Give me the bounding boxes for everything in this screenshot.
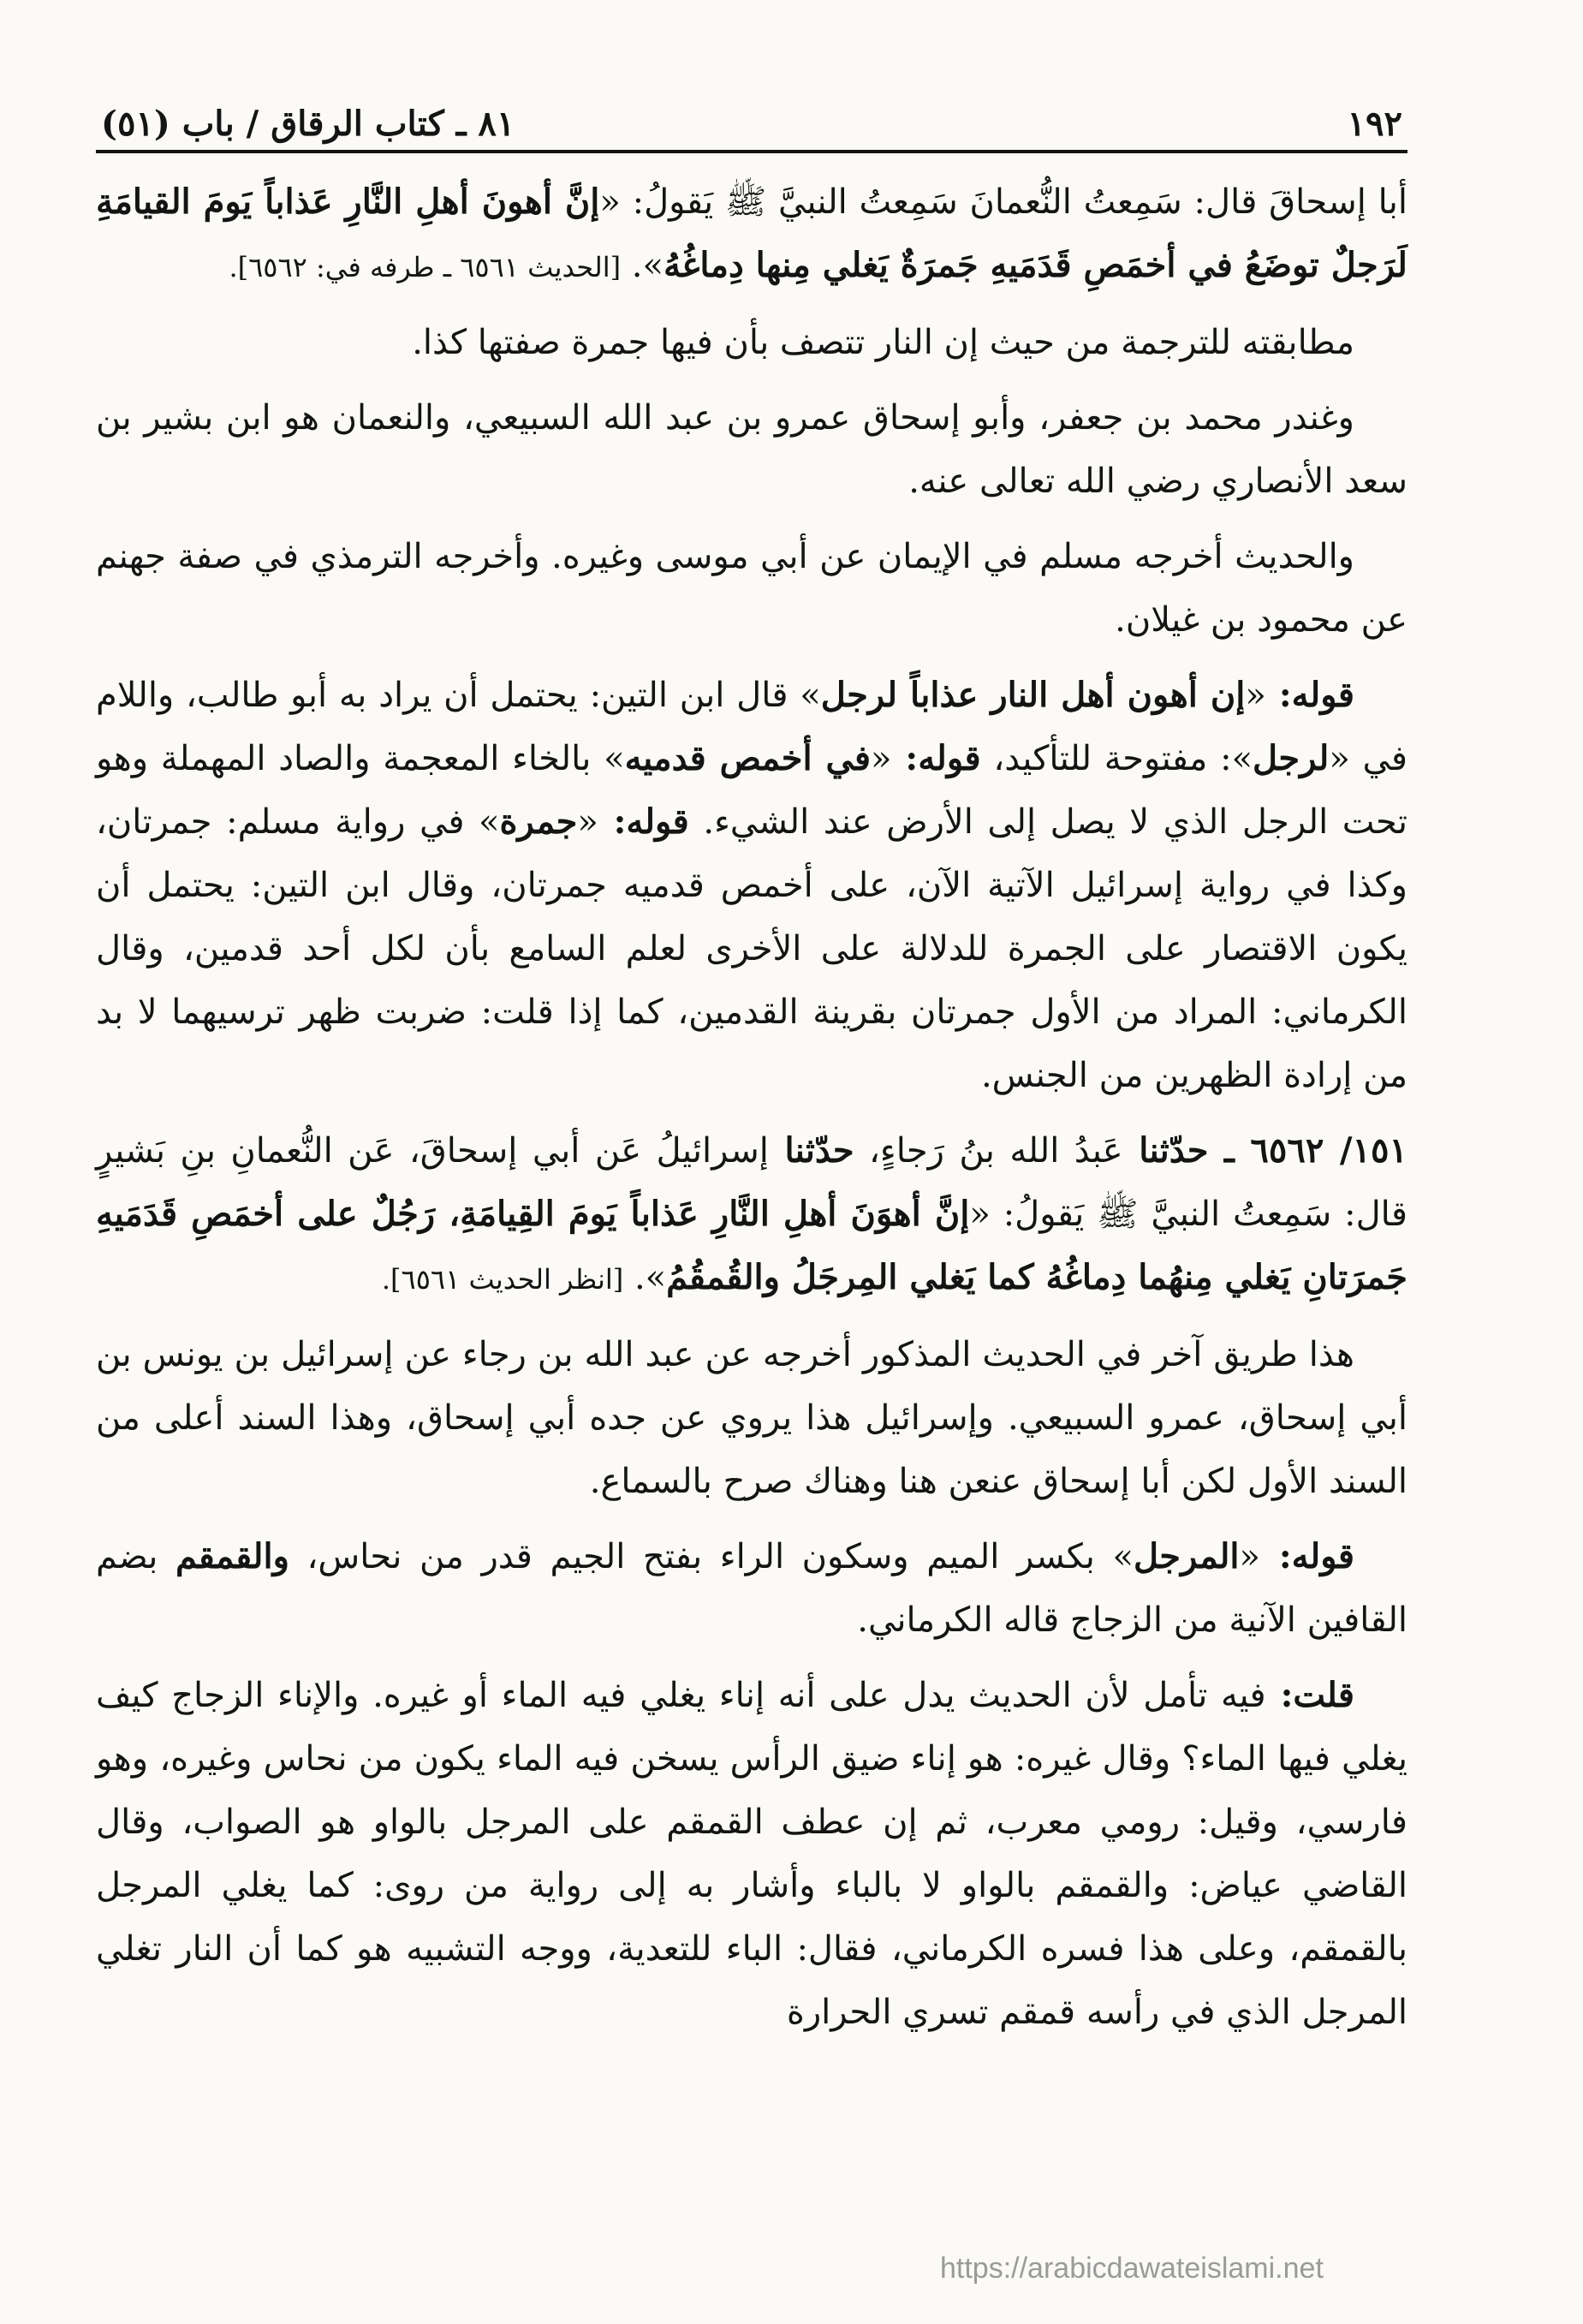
text-segment: « [577, 802, 598, 842]
text-segment: » بالخاء المعجمة والصاد المهملة وهو تحت الرجل الذي لا يصل إلى الأرض عند الشيء. [96, 739, 1407, 842]
commentary-paragraph [96, 664, 1407, 1107]
commentary-paragraph [96, 1323, 1407, 1513]
header-rule [96, 150, 1407, 153]
bold-text-segment: إنَّ أهوَنَ أهلِ النَّارِ عَذاباً يَومَ القِيامَةِ، رَجُلٌ على أخمَصِ قَدَمَيهِ جَمرَتانِ يَغلي مِنهُما دِماغُهُ كما يَغلي المِرجَلُ والقُمقُمُ [96, 1194, 1407, 1297]
commentary-paragraph [96, 311, 1407, 374]
text-segment: « [1239, 1537, 1260, 1576]
commentary-paragraph [96, 1525, 1407, 1652]
text-segment: بضم القافين الآنية من الزجاج قاله الكرماني. [96, 1537, 1407, 1640]
commentary-paragraph [96, 1664, 1407, 2044]
running-title: ٨١ ـ كتاب الرقاق / باب (٥١) [101, 104, 515, 144]
text-segment: » بكسر الميم وسكون الراء بفتح الجيم قدر من نحاس، [289, 1537, 1134, 1576]
text-segment: إسرائيلُ عَن أبي إسحاقَ، عَن النُّعمانِ بنِ بَشيرٍ قال: سَمِعتُ النبيَّ ﷺ يَقولُ: « [96, 1131, 1407, 1234]
text-segment: « [1245, 676, 1266, 715]
bold-text-segment: قوله: [891, 738, 981, 778]
commentary-paragraph [96, 386, 1407, 513]
bold-text-segment: والقمقم [176, 1536, 289, 1576]
bold-text-segment: حدّثنا [768, 1130, 854, 1171]
text-segment: والحديث أخرجه مسلم في الإيمان عن أبي موسى وغيره. وأخرجه الترمذي في صفة جهنم عن محمود بن غيلان. [96, 537, 1407, 640]
text-segment: فيه تأمل لأن الحديث يدل على أنه إناء يغلي فيه الماء أو غيره. والإناء الزجاج كيف يغلي فيها الماء؟ وقال غيره: هو إناء ضيق الرأس يسخن فيه الماء يكون من نحاس وغيره، وهو فارسي، وقيل: رومي معرب، ثم إن عطف القمقم على المرجل بالواو هو الصواب، وقال القاضي عياض: والقمقم بالواو لا بالباء وأشار به إلى رواية من روى: كما يغلي المرجل بالقمقم، وعلى هذا فسره الكرماني، فقال: الباء للتعدية، ووجه التشبيه هو كما أن النار تغلي المرجل الذي في رأسه قمقم تسري الحرارة [96, 1676, 1407, 2032]
bold-text-segment: قوله: [1260, 1536, 1354, 1576]
text-segment: « [871, 739, 892, 778]
text-segment: وغندر محمد بن جعفر، وأبو إسحاق عمرو بن عبد الله السبيعي، والنعمان هو ابن بشير بن سعد الأنصاري رضي الله تعالى عنه. [96, 398, 1407, 501]
hadith-paragraph [96, 1119, 1407, 1311]
bold-text-segment: قوله: [1265, 675, 1355, 715]
bold-text-segment: لرجل [1253, 738, 1330, 778]
bold-text-segment: جمرة [499, 801, 578, 842]
hadith-reference: [انظر الحديث ٦٥٦١]. [381, 1263, 624, 1296]
watermark-url: https://arabicdawateislami.net [940, 2252, 1324, 2285]
page-header [96, 81, 1407, 150]
text-segment: هذا طريق آخر في الحديث المذكور أخرجه عن عبد الله بن رجاء عن إسرائيل بن يونس بن أبي إسحاق، عمرو السبيعي. وإسرائيل هذا يروي عن جده أبي إسحاق، وهذا السند أعلى من السند الأول لكن أبا إسحاق عنعن هنا وهناك صرح بالسماع. [96, 1335, 1408, 1501]
bold-text-segment: قلت: [1265, 1675, 1354, 1715]
text-segment: مطابقته للترجمة من حيث إن النار تتصف بأن فيها جمرة صفتها كذا. [412, 323, 1354, 362]
bold-text-segment: في أخمص قدميه [624, 738, 871, 778]
hadith-reference: [الحديث ٦٥٦١ ـ طرفه في: ٦٥٦٢]. [229, 251, 622, 283]
bold-text-segment: قوله: [598, 801, 689, 842]
text-segment: عَبدُ الله بنُ رَجاءٍ، [854, 1131, 1123, 1171]
book-page [96, 81, 1407, 2299]
text-segment: ». [623, 1258, 667, 1297]
text-segment: »: مفتوحة للتأكيد، [980, 739, 1253, 778]
page-number: ١٩٢ [1347, 104, 1402, 144]
text-segment: ». [621, 246, 664, 285]
commentary-paragraph [96, 525, 1407, 652]
bold-text-segment: المرجل [1134, 1536, 1240, 1576]
text-segment: » قال ابن التين: يحتمل أن يراد به أبو طالب، واللام في « [96, 676, 1407, 778]
bold-text-segment: إنَّ أهونَ أهلِ النَّارِ عَذاباً يَومَ القيامَةِ لَرَجلٌ توضَعُ في أخمَصِ قَدَمَيهِ جَمرَةٌ يَغلي مِنها دِماغُهُ [96, 182, 1407, 285]
text-segment: » في رواية مسلم: جمرتان، وكذا في رواية إسرائيل الآتية الآن، على أخمص قدميه جمرتان، وقال ابن التين: يحتمل أن يكون الاقتصار على الجمرة للدلالة على الأخرى لعلم السامع بأن لكل أحد قدمين، وقال الكرماني: المراد من الأول جمرتان بقرينة القدمين، كما إذا قلت: ضربت ظهر ترسيهما لا بد من إرادة الظهرين من الجنس. [96, 802, 1407, 1095]
bold-text-segment: ١٥١/ ٦٥٦٢ ـ حدّثنا [1122, 1130, 1407, 1171]
hadith-paragraph [96, 170, 1407, 299]
text-segment: أبا إسحاقَ قال: سَمِعتُ النُّعمانَ سَمِعتُ النبيَّ ﷺ يَقولُ: « [599, 182, 1407, 222]
bold-text-segment: إن أهون أهل النار عذاباً لرجل [820, 675, 1246, 715]
page-body [96, 170, 1407, 2056]
